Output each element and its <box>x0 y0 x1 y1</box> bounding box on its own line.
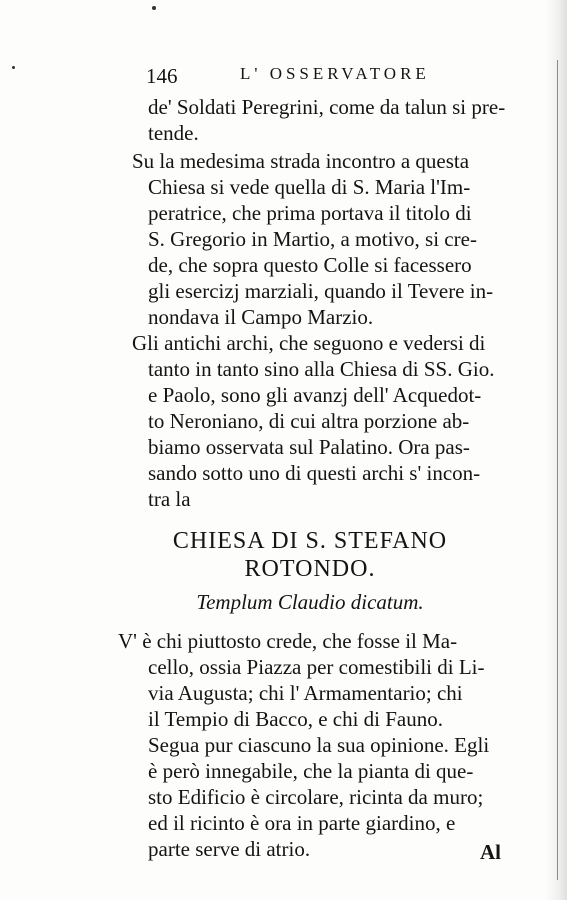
page-gutter-shadow <box>545 0 567 900</box>
text-line: e Paolo, sono gli avanzj dell' Acquedot- <box>148 383 482 407</box>
ink-speck <box>12 66 15 69</box>
text-line: S. Gregorio in Martio, a motivo, si cre- <box>148 227 477 251</box>
text-line: gli esercizj marziali, quando il Tevere in- <box>148 279 494 303</box>
text-line: to Neroniano, di cui altra porzione ab- <box>148 409 470 433</box>
text-line: Su la medesima strada incontro a questa <box>132 149 470 173</box>
ink-speck <box>152 6 156 10</box>
text-line: parte serve di atrio. <box>148 837 311 861</box>
text-line: biamo osservata sul Palatino. Ora pas- <box>148 435 470 459</box>
text-line: cello, ossia Piazza per comestibili di Li- <box>148 655 485 679</box>
text-line: V' è chi piuttosto crede, che fosse il Ma- <box>118 629 458 653</box>
text-line: è però innegabile, che la pianta di que- <box>148 759 474 783</box>
section-heading-continued: ROTONDO. <box>244 556 376 582</box>
text-line: de, che sopra questo Colle si facessero <box>148 253 472 277</box>
running-title: L' OSSERVATORE <box>240 64 430 83</box>
text-line: nondava il Campo Marzio. <box>148 305 374 329</box>
text-line: tanto in tanto sino alla Chiesa di SS. Gio. <box>148 357 495 381</box>
running-header <box>146 64 466 90</box>
text-line: tra la <box>148 487 191 511</box>
binding-edge <box>557 60 558 880</box>
text-line: Chiesa si vede quella di S. Maria l'Im- <box>148 175 471 199</box>
text-line: tende. <box>148 121 199 145</box>
text-line: via Augusta; chi l' Armamentario; chi <box>148 681 463 705</box>
text-line: Gli antichi archi, che seguono e vedersi di <box>132 331 486 355</box>
text-line: sto Edificio è circolare, ricinta da muro; <box>148 785 484 809</box>
text-line: peratrice, che prima portava il titolo di <box>148 201 472 225</box>
text-line: de' Soldati Peregrini, come da talun si pre- <box>148 95 506 119</box>
text-line: Segua pur ciascuno la sua opinione. Egli <box>148 733 490 757</box>
catchword: Al <box>480 840 501 864</box>
text-line: il Tempio di Bacco, e chi di Fauno. <box>148 707 444 731</box>
section-subtitle: Templum Claudio dicatum. <box>196 590 424 614</box>
text-line: sando sotto uno di questi archi s' incon- <box>148 461 481 485</box>
text-line: ed il ricinto è ora in parte giardino, e <box>148 811 456 835</box>
section-heading: CHIESA DI S. STEFANO <box>172 528 448 554</box>
page-number: 146 <box>146 64 178 88</box>
